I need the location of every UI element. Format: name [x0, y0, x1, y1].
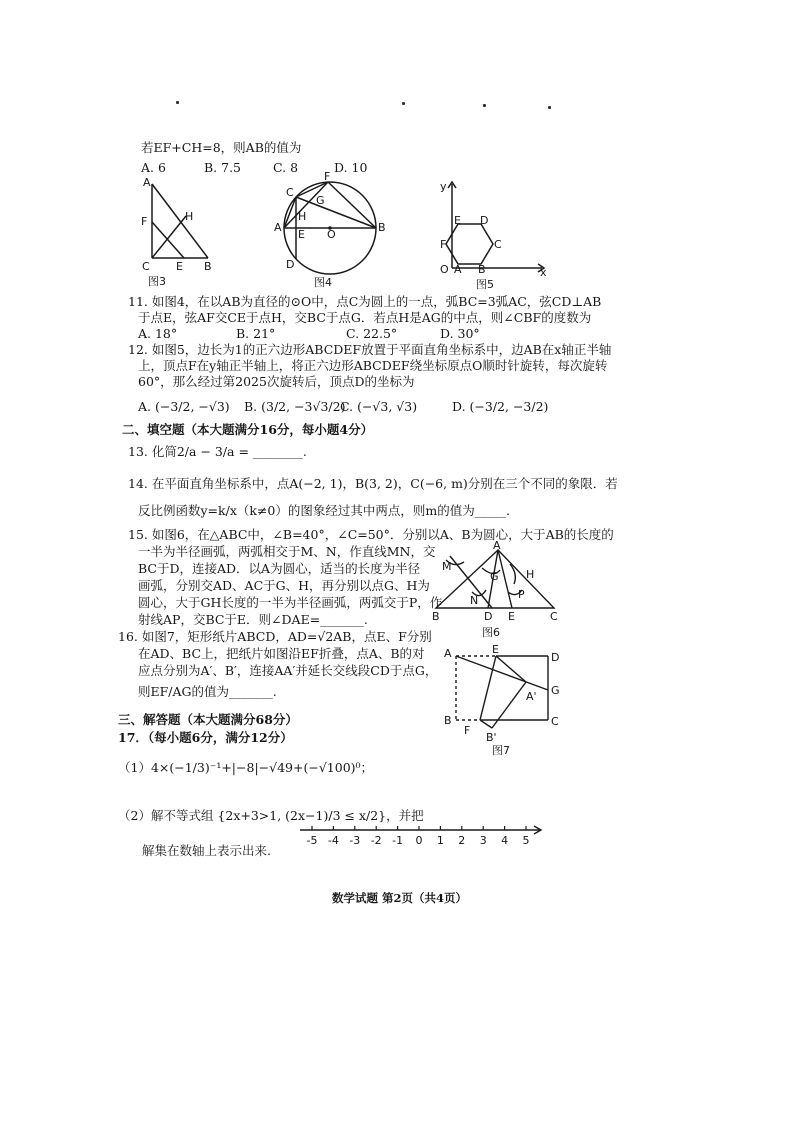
q14-line-2: 反比例函数y=k/x（k≠0）的图象经过其中两点，则m的值为_____. — [138, 503, 510, 518]
fig4-label-e: E — [298, 228, 305, 241]
section-2-title: 二、填空题（本大题满分16分，每小题4分） — [122, 422, 374, 437]
scan-speck — [483, 104, 486, 107]
fig7-label-c: C — [551, 715, 559, 728]
fig4-label-f: F — [324, 170, 331, 183]
fig7-label-f: F — [464, 724, 471, 737]
q10-stem: 若EF+CH=8，则AB的值为 — [141, 140, 302, 155]
figure-7 — [440, 644, 564, 756]
figure-4 — [272, 170, 394, 292]
q16-line-3: 应点分别为A′、B′，连接AA′并延长交线段CD于点G， — [138, 663, 438, 678]
q15-line-6: 射线AP，交BC于E．则∠DAE=_______. — [138, 612, 368, 627]
number-line-tick-label: 3 — [479, 834, 487, 847]
q10-option-b: B. 7.5 — [204, 160, 242, 175]
fig6-label-g: G — [490, 570, 499, 583]
fig5-label-x: x — [540, 266, 547, 279]
number-line-tick-label: 4 — [501, 834, 509, 847]
fig4-label-d: D — [286, 258, 295, 271]
fig7-label-b-prime: B' — [486, 731, 497, 744]
fig5-label-o: O — [440, 263, 449, 276]
q16-line-4: 则EF/AG的值为_______. — [138, 684, 277, 699]
q11-option-d: D. 30° — [440, 326, 480, 341]
fig7-label-d: D — [551, 651, 560, 664]
scan-speck — [176, 101, 179, 104]
q15-line-2: 一半为半径画弧，两弧相交于M、N，作直线MN，交 — [138, 544, 436, 559]
section-3-title: 三、解答题（本大题满分68分） — [118, 712, 298, 727]
number-line-tick-label: -3 — [349, 834, 361, 847]
q12-line-3: 60°，那么经过第2025次旋转后，顶点D的坐标为 — [138, 374, 415, 389]
fig5-label-d: D — [480, 214, 489, 227]
q15-line-5: 圆心，大于GH长度的一半为半径画弧，两弧交于P，作 — [138, 595, 443, 610]
fig5-label-b: B — [478, 263, 486, 276]
fig6-label-m: M — [442, 560, 452, 573]
fig3-label-f: F — [141, 215, 148, 228]
number-line-tick-label: 0 — [415, 834, 423, 847]
number-line-tick-label: -1 — [392, 834, 404, 847]
scan-speck — [402, 102, 405, 105]
q17-header: 17．（每小题6分，满分12分） — [118, 730, 293, 745]
fig4-label-o: O — [327, 228, 336, 241]
q12-option-c: C. (−√3, √3) — [340, 399, 418, 414]
q10-option-a: A. 6 — [141, 160, 166, 175]
number-line-tick-label: -5 — [306, 834, 318, 847]
fig6-label-e: E — [508, 610, 515, 623]
fig5-label-e: E — [454, 214, 461, 227]
fig5-caption: 图5 — [476, 278, 494, 291]
q12-line-1: 12. 如图5，边长为1的正六边形ABCDEF放置于平面直角坐标系中，边AB在x轴正半轴 — [128, 342, 612, 357]
number-line-tick-label: 2 — [458, 834, 466, 847]
number-line-tick-label: 1 — [436, 834, 444, 847]
fig6-label-a: A — [493, 540, 501, 552]
fig6-label-c: C — [550, 610, 558, 623]
fig7-caption: 图7 — [492, 744, 510, 756]
fig3-label-h: H — [185, 210, 194, 223]
q12-line-2: 上，顶点F在y轴正半轴上，将正六边形ABCDEF绕坐标原点O顺时针旋转，每次旋转 — [138, 358, 608, 373]
fig4-label-a: A — [274, 221, 282, 234]
fig6-label-h: H — [526, 568, 535, 581]
fig6-label-p: P — [518, 588, 525, 601]
fig6-label-n: N — [470, 594, 479, 607]
q17-part-2-line-2: 解集在数轴上表示出来. — [142, 843, 271, 858]
q11-option-c: C. 22.5° — [346, 326, 398, 341]
fig6-label-d: D — [484, 610, 493, 623]
q14-line-1: 14. 在平面直角坐标系中，点A(−2, 1)，B(3, 2)，C(−6, m)分别在三个不同的象限．若 — [128, 476, 618, 491]
q15-line-3: BC于D，连接AD．以A为圆心，适当的长度为半径 — [138, 561, 421, 576]
figure-6 — [426, 540, 566, 640]
fig4-caption: 图4 — [314, 276, 332, 289]
fig4-label-b: B — [378, 221, 386, 234]
q12-option-a: A. (−3/2, −√3) — [138, 399, 230, 414]
q11-line-2: 于点E，弦AF交CE于点H，交BC于点G．若点H是AG的中点，则∠CBF的度数为 — [138, 310, 592, 325]
number-line — [296, 818, 546, 848]
fig5-label-f: F — [440, 238, 447, 251]
fig4-label-g: G — [316, 194, 325, 207]
number-line-tick-label: -4 — [327, 834, 339, 847]
fig7-label-a: A — [444, 647, 452, 660]
fig5-label-a: A — [454, 263, 462, 276]
fig3-label-b: B — [204, 260, 212, 273]
scan-speck — [548, 106, 551, 109]
fig5-label-c: C — [494, 238, 502, 251]
fig3-label-c: C — [142, 260, 150, 273]
fig5-label-y: y — [440, 180, 447, 193]
fig7-label-b: B — [444, 714, 452, 727]
number-line-tick-label: -2 — [370, 834, 382, 847]
q16-line-1: 16. 如图7，矩形纸片ABCD，AD=√2AB，点E、F分别 — [118, 629, 432, 644]
fig7-label-g: G — [551, 684, 560, 697]
q11-option-b: B. 21° — [236, 326, 276, 341]
q12-option-d: D. (−3/2, −3/2) — [452, 399, 549, 414]
fig6-label-b: B — [432, 610, 440, 623]
q15-line-4: 画弧，分别交AD、AC于G、H，再分别以点G、H为 — [138, 578, 430, 593]
fig7-label-e: E — [492, 644, 499, 656]
fig6-caption: 图6 — [482, 626, 500, 639]
q10-option-d: D. 10 — [334, 160, 368, 175]
fig3-label-a: A — [143, 176, 151, 189]
q12-option-b: B. (3/2, −3√3/2) — [244, 399, 346, 414]
fig3-label-e: E — [176, 260, 183, 273]
q16-line-2: 在AD、BC上，把纸片如图沿EF折叠，点A、B的对 — [138, 646, 425, 661]
fig4-label-c: C — [286, 186, 294, 199]
q13-text: 13. 化简2/a − 3/a = ________. — [128, 444, 307, 459]
q15-line-1: 15. 如图6，在△ABC中，∠B=40°，∠C=50°．分别以A、B为圆心，大于AB的长度的 — [128, 527, 614, 542]
figure-3 — [138, 172, 223, 292]
fig4-label-h: H — [298, 210, 307, 223]
q17-part-2-line-1: （2）解不等式组 {2x+3>1, (2x−1)/3 ≤ x/2}，并把 — [118, 808, 424, 823]
q10-option-c: C. 8 — [273, 160, 299, 175]
page-footer: 数学试题 第2页（共4页） — [332, 891, 468, 905]
figure-5 — [424, 176, 554, 292]
fig3-caption: 图3 — [148, 275, 166, 288]
number-line-tick-label: 5 — [522, 834, 530, 847]
fig7-label-a-prime: A' — [526, 690, 537, 703]
q11-option-a: A. 18° — [138, 326, 178, 341]
q11-line-1: 11. 如图4，在以AB为直径的⊙O中，点C为圆上的一点，弧BC=3弧AC，弦CD⊥AB — [128, 294, 602, 309]
q17-part-1: （1）4×(−1/3)⁻¹+|−8|−√49+(−√100)⁰； — [118, 760, 374, 775]
